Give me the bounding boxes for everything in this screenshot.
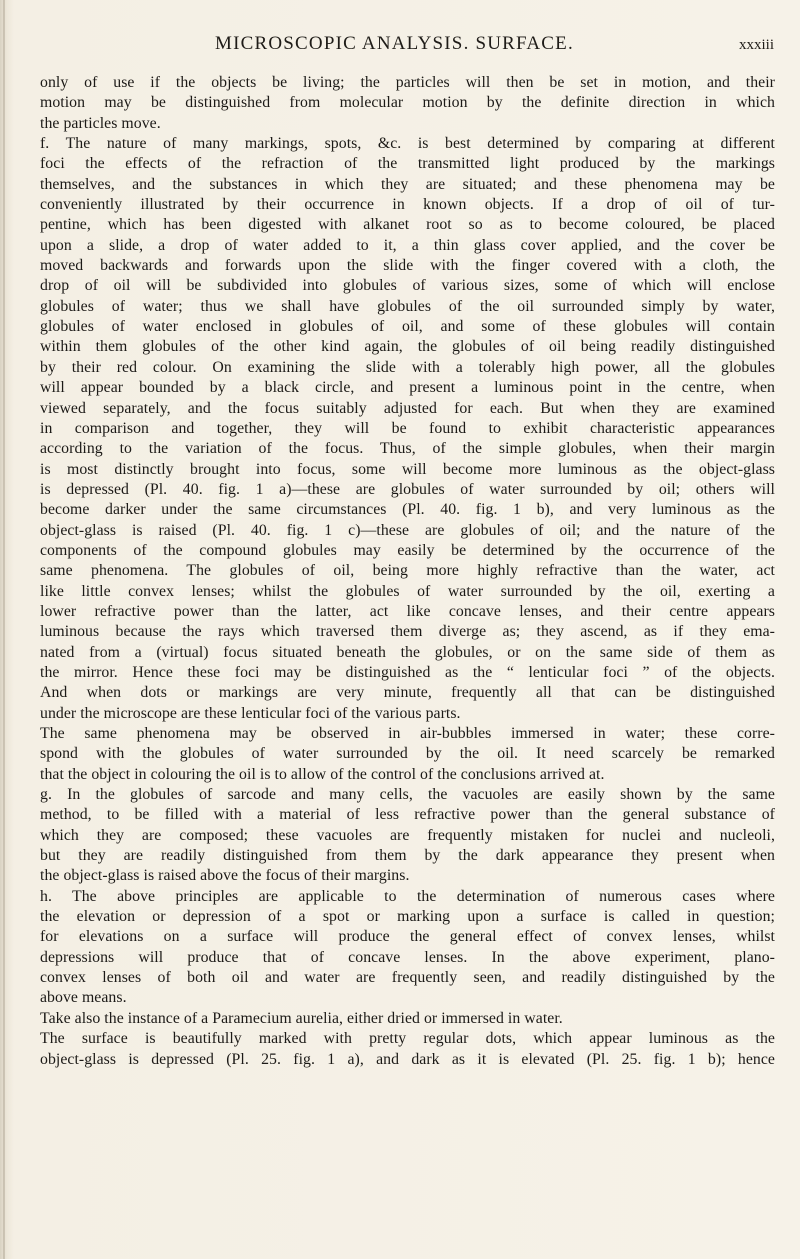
text-line: viewed separately, and the focus suitably adjusted for each. But when they are examined bbox=[40, 399, 775, 417]
text-line: under the microscope are these lenticular foci of the various parts. bbox=[40, 704, 461, 722]
text-line: And when dots or markings are very minute, frequently all that can be distinguished bbox=[40, 684, 775, 702]
text-line: is depressed (Pl. 40. fig. 1 a)—these are globules of water surrounded by oil; others will bbox=[40, 480, 775, 498]
text-line: above means. bbox=[40, 989, 127, 1007]
text-line: luminous because the rays which traversed them diverge as; they ascend, as if they ema- bbox=[40, 623, 775, 641]
text-line: moved backwards and forwards upon the slide with the finger covered with a cloth, the bbox=[40, 257, 775, 275]
text-line: like little convex lenses; whilst the globules of water surrounded by the oil, exerting a bbox=[40, 582, 775, 600]
text-line: according to the variation of the focus. Thus, of the simple globules, when their margin bbox=[40, 440, 775, 458]
text-line: components of the compound globules may easily be determined by the occurrence of the bbox=[40, 541, 775, 559]
text-line: object-glass is raised (Pl. 40. fig. 1 c)—these are globules of oil; and the nature of the bbox=[40, 521, 775, 539]
text-line: object-glass is depressed (Pl. 25. fig. 1 a), and dark as it is elevated (Pl. 25. fig. 1 b); hence bbox=[40, 1050, 775, 1068]
text-line: upon a slide, a drop of water added to it, a thin glass cover applied, and the cover be bbox=[40, 236, 775, 254]
binding-gutter bbox=[3, 0, 5, 1259]
text-line: the particles move. bbox=[40, 114, 161, 132]
text-line: lower refractive power than the latter, act like concave lenses, and their centre appears bbox=[40, 602, 775, 620]
text-line: the mirror. Hence these foci may be distinguished as the “ lenticular foci ” of the objects. bbox=[40, 663, 775, 681]
text-line: conveniently illustrated by their occurrence in known objects. If a drop of oil of tur- bbox=[40, 196, 775, 214]
text-line: pentine, which has been digested with alkanet root so as to become coloured, be placed bbox=[40, 216, 775, 234]
text-line: for elevations on a surface will produce the general effect of convex lenses, whilst bbox=[40, 928, 775, 946]
body-text bbox=[40, 73, 775, 1070]
text-line: method, to be filled with a material of less refractive power than the general substance of bbox=[40, 806, 775, 824]
text-line: same phenomena. The globules of oil, being more highly refractive than the water, act bbox=[40, 562, 775, 580]
text-line: the object-glass is raised above the focus of their margins. bbox=[40, 867, 410, 885]
text-line: h. The above principles are applicable to the determination of numerous cases where bbox=[40, 887, 775, 905]
text-line: which they are composed; these vacuoles are frequently mistaken for nuclei and nucleoli, bbox=[40, 826, 775, 844]
text-line: the elevation or depression of a spot or marking upon a surface is called in question; bbox=[40, 908, 775, 926]
text-line: drop of oil will be subdivided into globules of various sizes, some of which will enclose bbox=[40, 277, 775, 295]
text-line: that the object in colouring the oil is to allow of the control of the conclusions arrived at. bbox=[40, 765, 605, 783]
text-line: themselves, and the substances in which they are situated; and these phenomena may be bbox=[40, 175, 775, 193]
text-line: nated from a (virtual) focus situated beneath the globules, or on the same side of them as bbox=[40, 643, 775, 661]
text-line: globules of water; thus we shall have globules of the oil surrounded simply by water, bbox=[40, 297, 775, 315]
text-line: The surface is beautifully marked with pretty regular dots, which appear luminous as the bbox=[40, 1030, 775, 1048]
text-line: within them globules of the other kind again, the globules of oil being readily distinguished bbox=[40, 338, 775, 356]
text-line: will appear bounded by a black circle, and present a luminous point in the centre, when bbox=[40, 379, 775, 397]
text-line: f. The nature of many markings, spots, &c. is best determined by comparing at different bbox=[40, 135, 775, 153]
text-line: only of use if the objects be living; the particles will then be set in motion, and their bbox=[40, 74, 775, 91]
text-line: spond with the globules of water surrounded by the oil. It need scarcely be remarked bbox=[40, 745, 775, 763]
text-line: globules of water enclosed in globules of oil, and some of these globules will contain bbox=[40, 318, 775, 336]
text-line: depressions will produce that of concave lenses. In the above experiment, plano- bbox=[40, 948, 775, 966]
text-line: but they are readily distinguished from them by the dark appearance they present when bbox=[40, 847, 775, 865]
text-line: convex lenses of both oil and water are frequently seen, and readily distinguished by the bbox=[40, 969, 775, 987]
text-line: become darker under the same circumstances (Pl. 40. fig. 1 b), and very luminous as the bbox=[40, 501, 775, 519]
text-line: motion may be distinguished from molecular motion by the definite direction in which bbox=[40, 94, 775, 112]
text-line: foci the effects of the refraction of the transmitted light produced by the markings bbox=[40, 155, 775, 173]
text-line: by their red colour. On examining the slide with a tolerably high power, all the globules bbox=[40, 358, 775, 376]
text-line: is most distinctly brought into focus, some will become more luminous as the object-glass bbox=[40, 460, 775, 478]
text-line: in comparison and together, they will be found to exhibit characteristic appearances bbox=[40, 419, 775, 437]
text-line: The same phenomena may be observed in air-bubbles immersed in water; these corre- bbox=[40, 725, 775, 742]
page-number: xxxiii bbox=[738, 37, 774, 53]
text-line: Take also the instance of a Paramecium aurelia, either dried or immersed in water. bbox=[40, 1009, 563, 1027]
text-line: g. In the globules of sarcode and many cells, the vacuoles are easily shown by the same bbox=[40, 786, 775, 804]
running-head: MICROSCOPIC ANALYSIS. SURFACE. bbox=[215, 33, 574, 54]
